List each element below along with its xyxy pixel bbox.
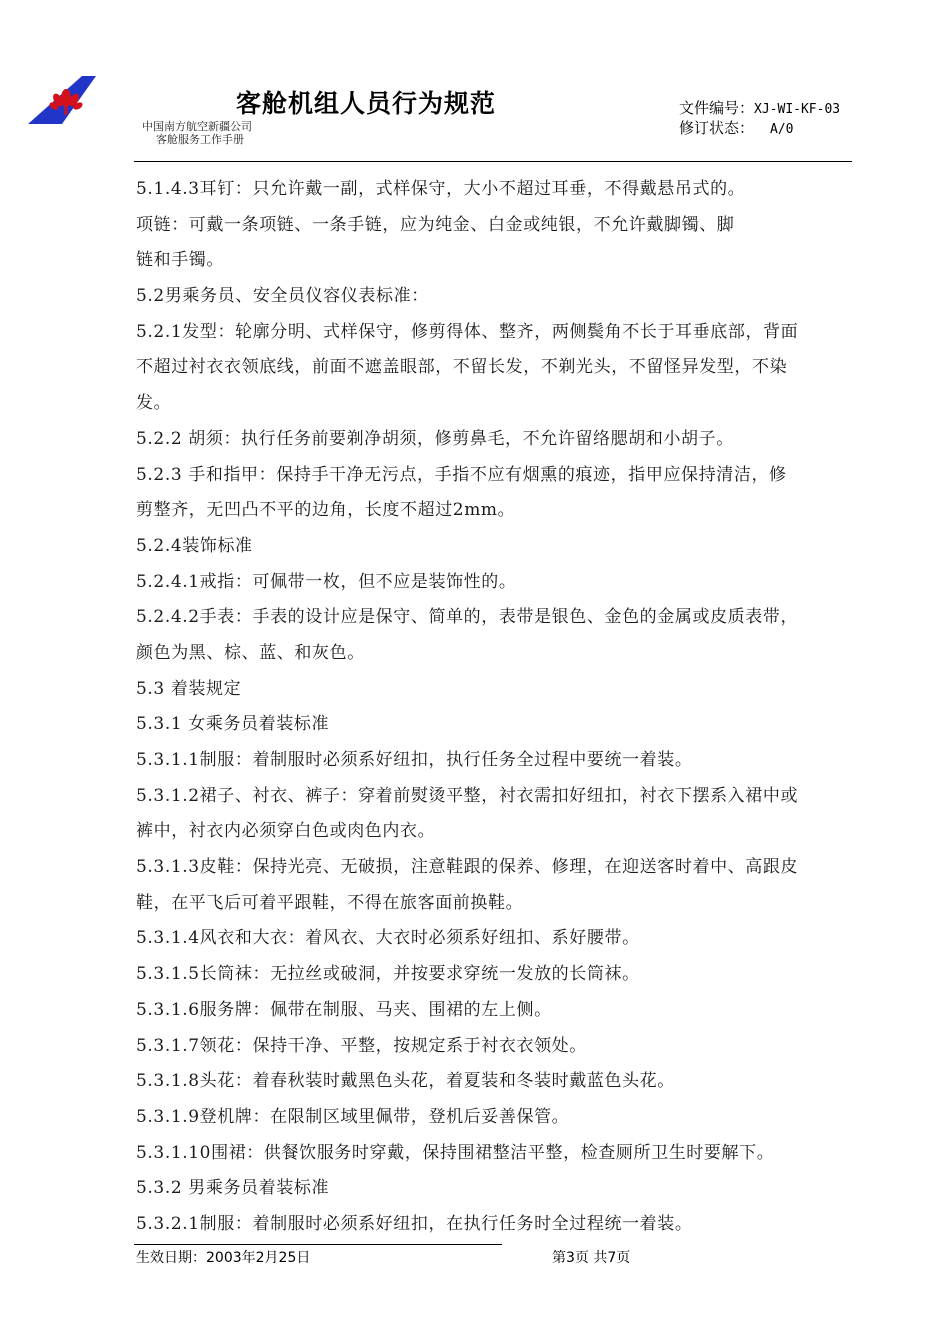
manual-name: 客舱服务工作手册 [156,133,244,146]
airline-logo [28,76,96,124]
body-line: 5.3.1.2裙子、衬衣、裤子：穿着前熨烫平整，衬衣需扣好纽扣，衬衣下摆系入裙中或 [136,785,799,806]
footer-divider [134,1244,502,1245]
body-line: 5.2.3 手和指甲：保持手干净无污点，手指不应有烟熏的痕迹，指甲应保持清洁，修 [136,464,787,485]
body-line: 5.3.1.3皮鞋：保持光亮、无破损，注意鞋跟的保养、修理，在迎送客时着中、高跟皮 [136,857,799,878]
header-divider [134,161,852,162]
body-line: 链和手镯。 [136,250,224,271]
body-line: 5.2.4.2手表：手表的设计应是保守、简单的，表带是银色、金色的金属或皮质表带， [136,607,799,628]
body-line: 5.3.1.5长筒袜：无拉丝或破洞，并按要求穿统一发放的长筒袜。 [136,964,640,985]
body-line: 5.2男乘务员、安全员仪容仪表标准： [136,286,429,307]
body-line: 5.3.2 男乘务员着装标准 [136,1178,330,1199]
body-line: 5.3.1 女乘务员着装标准 [136,714,330,735]
body-line: 5.2.4.1戒指：可佩带一枚，但不应是装饰性的。 [136,571,517,592]
company-block [142,120,252,146]
body-line: 剪整齐，无凹凸不平的边角，长度不超过2mm。 [136,500,516,521]
body-line: 5.2.4装饰标准 [136,535,253,556]
body-line: 5.2.2 胡须：执行任务前要剃净胡须，修剪鼻毛，不允许留络腮胡和小胡子。 [136,428,734,449]
body-line: 5.3.1.6服务牌：佩带在制服、马夹、围裙的左上侧。 [136,999,552,1020]
body-line: 鞋，在平飞后可着平跟鞋，不得在旅客面前换鞋。 [136,892,524,913]
body-line: 不超过衬衣衣领底线，前面不遮盖眼部，不留长发，不剃光头，不留怪异发型，不染 [136,357,788,378]
company-name: 中国南方航空新疆公司 [142,120,252,133]
effective-date: 生效日期：2003年2月25日 [136,1250,311,1266]
document-body [136,172,856,1243]
revision-row [679,119,840,139]
body-line: 颜色为黑、棕、蓝、和灰色。 [136,642,365,663]
body-line: 5.3.1.1制服：着制服时必须系好纽扣，执行任务全过程中要统一着装。 [136,750,693,770]
body-line: 发。 [136,393,172,414]
doc-number-value: XJ-WI-KF-03 [754,102,841,117]
page-number: 第3页 共7页 [552,1250,631,1266]
document-title: 客舱机组人员行为规范 [236,89,497,118]
revision-label: 修订状态： [679,119,755,137]
body-line: 5.1.4.3耳钉：只允许戴一副，式样保守，大小不超过耳垂，不得戴悬吊式的。 [136,179,746,199]
body-line: 裤中，衬衣内必须穿白色或肉色内衣。 [136,821,436,842]
body-line: 项链：可戴一条项链、一条手链，应为纯金、白金或纯银，不允许戴脚镯、脚 [136,214,735,235]
document-meta [679,99,840,139]
body-line: 5.3.1.9登机牌：在限制区域里佩带，登机后妥善保管。 [136,1106,570,1127]
revision-value: A/0 [770,122,794,137]
body-line: 5.3.2.1制服：着制服时必须系好纽扣，在执行任务时全过程统一着装。 [136,1213,693,1234]
body-line: 5.2.1发型：轮廓分明、式样保守，修剪得体、整齐，两侧鬓角不长于耳垂底部，背面 [136,321,799,342]
doc-number-row [679,99,840,119]
doc-number-label: 文件编号： [679,99,755,117]
body-line: 5.3.1.7领花：保持干净、平整，按规定系于衬衣衣领处。 [136,1035,587,1056]
body-line: 5.3.1.8头花：着春秋装时戴黑色头花，着夏装和冬装时戴蓝色头花。 [136,1071,675,1092]
body-line: 5.3 着装规定 [136,678,242,699]
body-line: 5.3.1.4风衣和大衣：着风衣、大衣时必须系好纽扣、系好腰带。 [136,928,640,949]
body-line: 5.3.1.10围裙：供餐饮服务时穿戴，保持围裙整洁平整，检查厕所卫生时要解下。 [136,1142,775,1163]
